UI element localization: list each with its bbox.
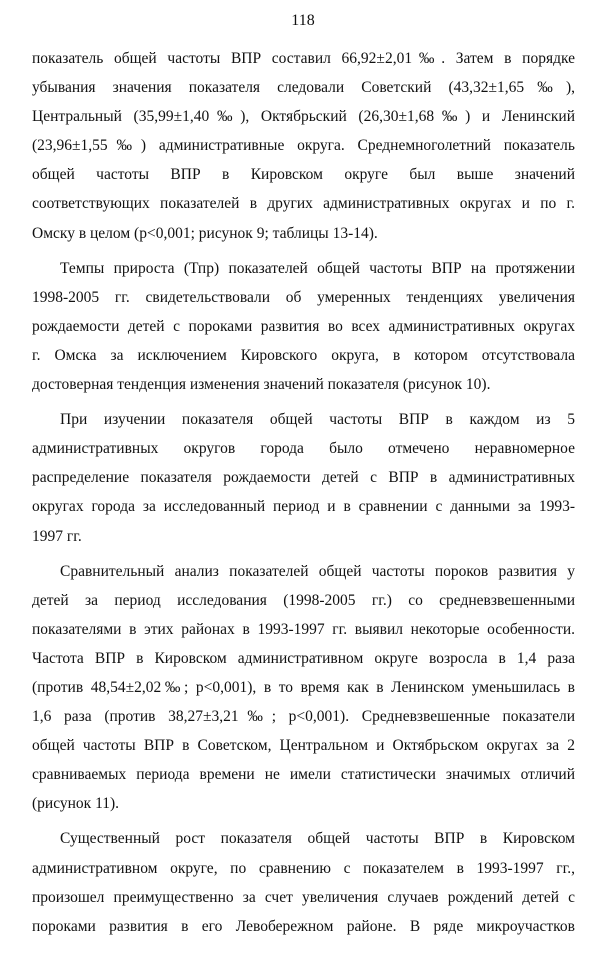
text-line: общей частоты ВПР в Кировском округе был выше значений — [32, 166, 575, 184]
text-line: убывания значения показателя следовали Советский (43,32±1,65‰), — [32, 79, 575, 97]
text-line: Темпы прироста (Тпр) показателей общей частоты ВПР на протяжении — [60, 259, 575, 277]
text-line: показатель общей частоты ВПР составил 66,92±2,01‰. Затем в порядке — [32, 50, 575, 67]
text-line: пороками развития в его Левобережном районе. В ряде микроучастков — [32, 917, 575, 935]
paragraph — [32, 557, 575, 819]
page-number: 118 — [291, 12, 315, 29]
text-line: округах города за исследованный период и в сравнении с данными за 1993- — [32, 498, 575, 516]
text-line: соответствующих показателей в других административных округах и по г. — [32, 195, 575, 213]
text-line: общей частоты ВПР в Советском, Центральном и Октябрьском округах за 2 — [32, 737, 575, 755]
text-line: детей за период исследования (1998-2005 гг.) со средневзвешенными — [32, 591, 575, 609]
text-line: административных округов города было отмечено неравномерное — [32, 440, 575, 458]
paragraph — [32, 824, 575, 940]
text-line: 1998-2005 гг. свидетельствовали об умеренных тенденциях увеличения — [32, 288, 575, 306]
paragraph — [32, 44, 575, 248]
text-line: 1997 гг. — [32, 527, 82, 545]
paragraph — [32, 254, 575, 399]
text-line: рождаемости детей с пороками развития во всех административных округах — [32, 317, 575, 335]
text-line: показателями в этих районах в 1993-1997 гг. выявил некоторые особенности. — [32, 620, 575, 638]
text-line: Центральный (35,99±1,40‰), Октябрьский (26,30±1,68‰) и Ленинский — [32, 108, 575, 126]
body-text — [32, 44, 575, 941]
text-line: административном округе, по сравнению с показателем в 1993-1997 гг., — [32, 859, 575, 877]
text-line: г. Омска за исключением Кировского округа, в котором отсутствовала — [32, 346, 575, 364]
text-line: (рисунок 11). — [32, 795, 120, 813]
text-line: Существенный рост показателя общей частоты ВПР в Кировском — [60, 830, 575, 848]
text-line: 1,6 раза (против 38,27±3,21‰; p<0,001). Средневзвешенные показатели — [32, 708, 575, 726]
text-line: Омску в целом (p<0,001; рисунок 9; таблицы 13-14). — [32, 224, 378, 242]
text-line: Сравнительный анализ показателей общей частоты пороков развития у — [60, 562, 575, 580]
text-line: (против 48,54±2,02‰; p<0,001), в то время как в Ленинском уменьшилась в — [32, 678, 575, 696]
text-line: произошел преимущественно за счет увеличения случаев рождений детей с — [32, 888, 575, 906]
text-line: сравниваемых периода времени не имели статистически значимых отличий — [32, 766, 575, 784]
text-line: достоверная тенденция изменения значений показателя (рисунок 10). — [32, 376, 491, 394]
paragraph — [32, 405, 575, 550]
text-line: Частота ВПР в Кировском административном округе возросла в 1,4 раза — [32, 649, 575, 667]
text-line: распределение показателя рождаемости детей с ВПР в административных — [32, 469, 575, 487]
text-line: (23,96±1,55‰) административные округа. Среднемноголетний показатель — [32, 137, 575, 155]
text-line: При изучении показателя общей частоты ВПР в каждом из 5 — [60, 411, 575, 429]
